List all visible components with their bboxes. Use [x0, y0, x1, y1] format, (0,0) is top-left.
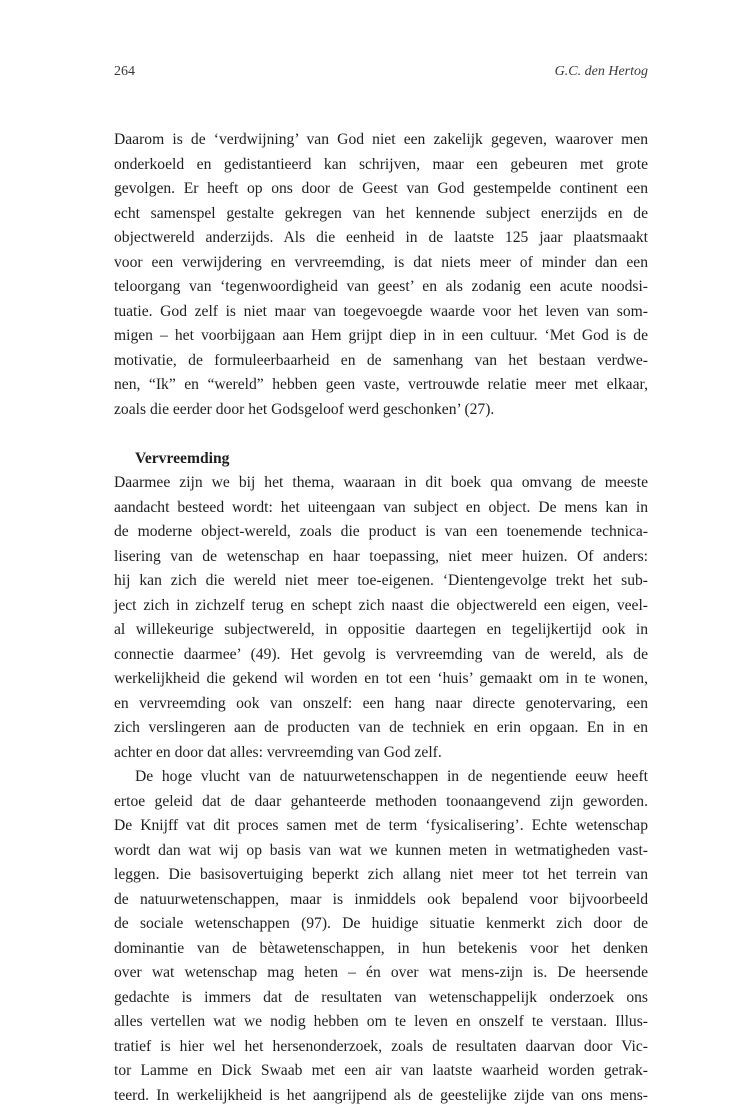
text-line: hij kan zich die wereld niet meer toe-eigenen. ‘Dientengevolge trekt het sub-: [114, 569, 648, 594]
text-line: tratief is hier wel het hersenonderzoek, zoals de resultaten daarvan door Vic-: [114, 1035, 648, 1060]
text-line: ject zich in zichzelf terug en schept zich naast die objectwereld een eigen, veel-: [114, 594, 648, 619]
text-line: objectwereld anderzijds. Als die eenheid in de laatste 125 jaar plaatsmaakt: [114, 226, 648, 251]
text-line: Daarmee zijn we bij het thema, waaraan in dit boek qua omvang de meeste: [114, 471, 648, 496]
text-line: onderkoeld en gedistantieerd kan schrijven, maar een gebeuren met grote: [114, 153, 648, 178]
text-line: nen, “Ik” en “wereld” hebben geen vaste, vertrouwde relatie meer met elkaar,: [114, 373, 648, 398]
text-line: gedachte is immers dat de resultaten van wetenschappelijk onderzoek ons: [114, 986, 648, 1011]
text-line: wordt dan wat wij op basis van wat we kunnen meten in wetmatigheden vast-: [114, 839, 648, 864]
text-line: De Knijff vat dit proces samen met de term ‘fysicalisering’. Echte wetenschap: [114, 814, 648, 839]
text-line: echt samenspel gestalte gekregen van het kennende subject enerzijds en de: [114, 202, 648, 227]
text-line: achter en door dat alles: vervreemding van God zelf.: [114, 741, 648, 766]
text-line: de moderne object-wereld, zoals die product is van een toenemende technica-: [114, 520, 648, 545]
section-heading: Vervreemding: [114, 447, 648, 472]
paragraph-spacer: [114, 422, 648, 447]
text-line: werkelijkheid die gekend wil worden en tot een ‘huis’ gemaakt om in te wonen,: [114, 667, 648, 692]
text-line: zoals die eerder door het Godsgeloof werd geschonken’ (27).: [114, 398, 648, 423]
text-line: lisering van de wetenschap en haar toepassing, niet meer huizen. Of anders:: [114, 545, 648, 570]
text-line: leggen. Die basisovertuiging beperkt zich allang niet meer tot het terrein van: [114, 863, 648, 888]
running-head: [114, 64, 648, 84]
text-line: de natuurwetenschappen, maar is inmiddels ook bepalend voor bijvoorbeeld: [114, 888, 648, 913]
text-line: motivatie, de formuleerbaarheid en de samenhang van het bestaan verdwe-: [114, 349, 648, 374]
paragraph: [114, 765, 648, 1108]
text-line: teloorgang van ‘tegenwoordigheid van geest’ en als zodanig een acute noodsi-: [114, 275, 648, 300]
text-line: voor een verwijdering en vervreemding, is dat niets meer of minder dan een: [114, 251, 648, 276]
text-line: tor Lamme en Dick Swaab met een air van laatste waarheid worden getrak-: [114, 1059, 648, 1084]
text-line: alles vertellen wat we nodig hebben om te leven en onszelf te verstaan. Illus-: [114, 1010, 648, 1035]
text-line: zich verslingeren aan de producten van de techniek en erin opgaan. En in en: [114, 716, 648, 741]
text-line: aandacht besteed wordt: het uiteengaan van subject en object. De mens kan in: [114, 496, 648, 521]
text-line: connectie daarmee’ (49). Het gevolg is vervreemding van de wereld, als de: [114, 643, 648, 668]
text-line: ertoe geleid dat de daar gehanteerde methoden toonaangevend zijn geworden.: [114, 790, 648, 815]
text-line: dominantie van de bètawetenschappen, in hun betekenis voor het denken: [114, 937, 648, 962]
text-line: teerd. In werkelijkheid is het aangrijpend als de geestelijke zijde van ons mens-: [114, 1084, 648, 1108]
page-number: 264: [114, 64, 135, 80]
paragraph: [114, 128, 648, 422]
text-line: over wat wetenschap mag heten – én over wat mens-zijn is. De heersende: [114, 961, 648, 986]
text-line: gevolgen. Er heeft op ons door de Geest van God gestempelde continent een: [114, 177, 648, 202]
text-line: De hoge vlucht van de natuurwetenschappen in de negentiende eeuw heeft: [114, 765, 648, 790]
body-text: [114, 128, 648, 1108]
text-line: migen – het voorbijgaan aan Hem grijpt diep in in een cultuur. ‘Met God is de: [114, 324, 648, 349]
text-line: Daarom is de ‘verdwijning’ van God niet een zakelijk gegeven, waarover men: [114, 128, 648, 153]
running-head-author: G.C. den Hertog: [555, 64, 648, 80]
text-line: de sociale wetenschappen (97). De huidige situatie kenmerkt zich door de: [114, 912, 648, 937]
paragraph: [114, 471, 648, 765]
text-line: en vervreemding ook van onszelf: een hang naar directe genotervaring, een: [114, 692, 648, 717]
text-line: al willekeurige subjectwereld, in oppositie daartegen en tegelijkertijd ook in: [114, 618, 648, 643]
text-line: tuatie. God zelf is niet maar van toegevoegde waarde voor het leven van som-: [114, 300, 648, 325]
